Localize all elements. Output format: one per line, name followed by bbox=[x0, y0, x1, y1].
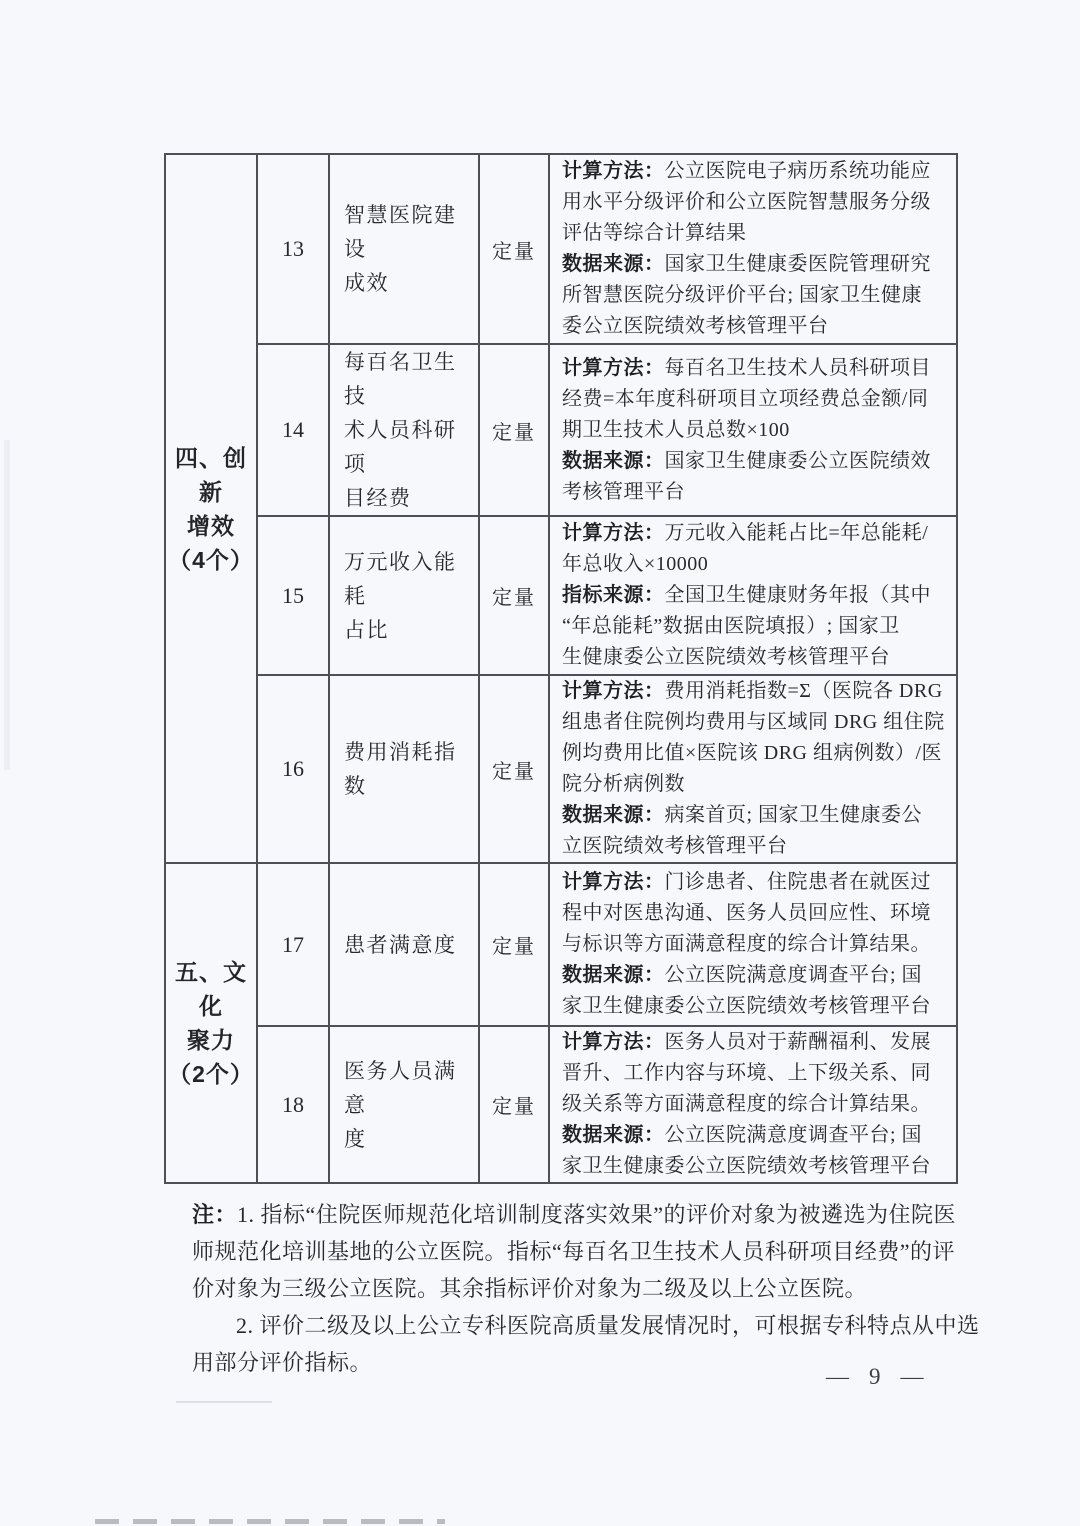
group-cell bbox=[165, 154, 257, 863]
table-row bbox=[165, 344, 957, 516]
table-row bbox=[165, 516, 957, 675]
indicator-name-cell bbox=[329, 1026, 479, 1183]
table-row bbox=[165, 863, 957, 1026]
footnote-line: 2. 评价二级及以上公立专科医院高质量发展情况时，可根据专科特点从中选 bbox=[236, 1313, 980, 1338]
method-line: 数据来源：国家卫生健康委公立医院绩效 bbox=[562, 449, 931, 472]
type-cell: 定量 bbox=[479, 1026, 549, 1183]
type-cell: 定量 bbox=[479, 516, 549, 675]
index-cell: 16 bbox=[257, 675, 329, 863]
method-label: 计算方法： bbox=[562, 1031, 665, 1053]
method-label: 数据来源： bbox=[562, 804, 665, 826]
method-line: 用水平分级评价和公立医院智慧服务分级 bbox=[562, 191, 931, 213]
method-line: 家卫生健康委公立医院绩效考核管理平台 bbox=[562, 995, 931, 1017]
method-line: 数据来源：公立医院满意度调查平台; 国 bbox=[562, 1124, 923, 1146]
method-line: 数据来源：国家卫生健康委医院管理研究 bbox=[562, 253, 931, 275]
method-label: 计算方法： bbox=[562, 871, 665, 893]
index-cell: 14 bbox=[257, 344, 329, 516]
indicator-name-line: 智慧医院建设 bbox=[344, 203, 457, 261]
footnote-block bbox=[192, 1196, 980, 1381]
method-label: 数据来源： bbox=[562, 449, 665, 472]
index-cell: 17 bbox=[257, 863, 329, 1026]
indicator-name-cell bbox=[329, 516, 479, 675]
indicator-name-line: 万元收入能耗 bbox=[344, 549, 457, 608]
method-line: 数据来源：病案首页; 国家卫生健康委公 bbox=[562, 804, 923, 826]
table-row bbox=[165, 675, 957, 863]
group-label-line: 增效 bbox=[187, 512, 235, 539]
method-line: 晋升、工作内容与环境、上下级关系、同 bbox=[562, 1062, 931, 1084]
scan-artifact-line bbox=[176, 1401, 272, 1403]
method-line: 院分析病例数 bbox=[562, 773, 685, 795]
method-cell bbox=[549, 516, 957, 675]
indicator-table-body bbox=[165, 154, 957, 1183]
group-cell bbox=[165, 863, 257, 1183]
method-label: 数据来源： bbox=[562, 253, 665, 275]
method-label: 指标来源： bbox=[562, 584, 665, 606]
method-line: 计算方法：医务人员对于薪酬福利、发展 bbox=[562, 1031, 931, 1053]
method-line: 经费=本年度科研项目立项经费总金额/同 bbox=[562, 387, 929, 410]
group-label-line: 四、创新 bbox=[175, 444, 247, 505]
indicator-name-cell bbox=[329, 344, 479, 516]
type-cell: 定量 bbox=[479, 675, 549, 863]
method-line: 所智慧医院分级评价平台; 国家卫生健康 bbox=[562, 284, 923, 306]
method-line: 程中对医患沟通、医务人员回应性、环境 bbox=[562, 902, 931, 924]
indicator-table bbox=[164, 153, 958, 1184]
index-cell: 15 bbox=[257, 516, 329, 675]
indicator-name-line: 度 bbox=[344, 1126, 367, 1151]
method-cell bbox=[549, 675, 957, 863]
method-cell bbox=[549, 344, 957, 516]
method-line: 计算方法：万元收入能耗占比=年总能耗/ bbox=[562, 522, 929, 544]
footnote-line: 注：1. 指标“住院医师规范化培训制度落实效果”的评价对象为被遴选为住院医 bbox=[192, 1202, 957, 1227]
method-cell bbox=[549, 154, 957, 344]
method-line: 计算方法：公立医院电子病历系统功能应 bbox=[562, 160, 931, 182]
index-cell: 13 bbox=[257, 154, 329, 344]
method-label: 数据来源： bbox=[562, 1124, 665, 1146]
index-cell: 18 bbox=[257, 1026, 329, 1183]
method-cell bbox=[549, 863, 957, 1026]
method-line: 与标识等方面满意程度的综合计算结果。 bbox=[562, 933, 931, 955]
method-line: 家卫生健康委公立医院绩效考核管理平台 bbox=[562, 1155, 931, 1177]
group-label-line: （2个） bbox=[168, 1061, 254, 1087]
method-line: 指标来源：全国卫生健康财务年报（其中 bbox=[562, 584, 931, 606]
table-row bbox=[165, 1026, 957, 1183]
method-line: 计算方法：每百名卫生技术人员科研项目 bbox=[562, 356, 931, 379]
type-cell: 定量 bbox=[479, 863, 549, 1026]
method-line: 级关系等方面满意程度的综合计算结果。 bbox=[562, 1093, 931, 1115]
indicator-name-line: 每百名卫生技 bbox=[344, 350, 457, 408]
scan-artifact-streak bbox=[4, 440, 10, 770]
indicator-name-line: 费用消耗指数 bbox=[344, 740, 457, 798]
method-line: “年总能耗”数据由医院填报）; 国家卫 bbox=[562, 615, 900, 637]
table-row bbox=[165, 154, 957, 344]
method-line: 生健康委公立医院绩效考核管理平台 bbox=[562, 646, 890, 668]
method-line: 期卫生技术人员总数×100 bbox=[562, 418, 790, 441]
indicator-name-cell bbox=[329, 863, 479, 1026]
footnote-line: 价对象为三级公立医院。其余指标评价对象为二级及以上公立医院。 bbox=[192, 1276, 868, 1301]
method-line: 考核管理平台 bbox=[562, 480, 685, 503]
footnote-line: 师规范化培训基地的公立医院。指标“每百名卫生技术人员科研项目经费”的评 bbox=[192, 1239, 956, 1264]
indicator-name-line: 成效 bbox=[344, 271, 389, 295]
indicator-name-line: 患者满意度 bbox=[344, 932, 457, 957]
indicator-name-line: 术人员科研项 bbox=[344, 418, 457, 476]
footnote-label: 注： bbox=[192, 1202, 238, 1227]
indicator-name-line: 目经费 bbox=[344, 486, 412, 510]
method-line: 例均费用比值×医院该 DRG 组病例数）/医 bbox=[562, 742, 943, 764]
method-label: 计算方法： bbox=[562, 356, 665, 379]
method-line: 计算方法：费用消耗指数=Σ（医院各 DRG bbox=[562, 680, 943, 702]
type-cell: 定量 bbox=[479, 344, 549, 516]
type-cell: 定量 bbox=[479, 154, 549, 344]
indicator-name-line: 占比 bbox=[344, 617, 389, 642]
method-label: 计算方法： bbox=[562, 680, 665, 702]
method-label: 数据来源： bbox=[562, 964, 665, 986]
page-number-dash-left: — bbox=[826, 1364, 849, 1389]
method-label: 计算方法： bbox=[562, 160, 665, 182]
group-label-line: 五、文化 bbox=[175, 959, 247, 1019]
method-line: 组患者住院例均费用与区域同 DRG 组住院 bbox=[562, 711, 945, 733]
method-line: 立医院绩效考核管理平台 bbox=[562, 835, 788, 857]
page-number-dash-right: — bbox=[900, 1364, 924, 1389]
indicator-name-cell bbox=[329, 675, 479, 863]
indicator-name-line: 医务人员满意 bbox=[344, 1058, 457, 1117]
group-label-line: 聚力 bbox=[187, 1027, 235, 1053]
method-line: 年总收入×10000 bbox=[562, 553, 709, 575]
method-line: 评估等综合计算结果 bbox=[562, 222, 747, 244]
group-label-line: （4个） bbox=[168, 546, 254, 573]
method-line: 数据来源：公立医院满意度调查平台; 国 bbox=[562, 964, 923, 986]
footnote-line: 用部分评价指标。 bbox=[192, 1350, 373, 1375]
method-line: 计算方法：门诊患者、住院患者在就医过 bbox=[562, 871, 931, 893]
indicator-name-cell bbox=[329, 154, 479, 344]
page-number bbox=[826, 1364, 924, 1390]
scan-artifact-marks bbox=[95, 1519, 445, 1524]
method-cell bbox=[549, 1026, 957, 1183]
page-number-value: 9 bbox=[869, 1364, 881, 1389]
method-line: 委公立医院绩效考核管理平台 bbox=[562, 315, 829, 337]
method-label: 计算方法： bbox=[562, 522, 665, 544]
